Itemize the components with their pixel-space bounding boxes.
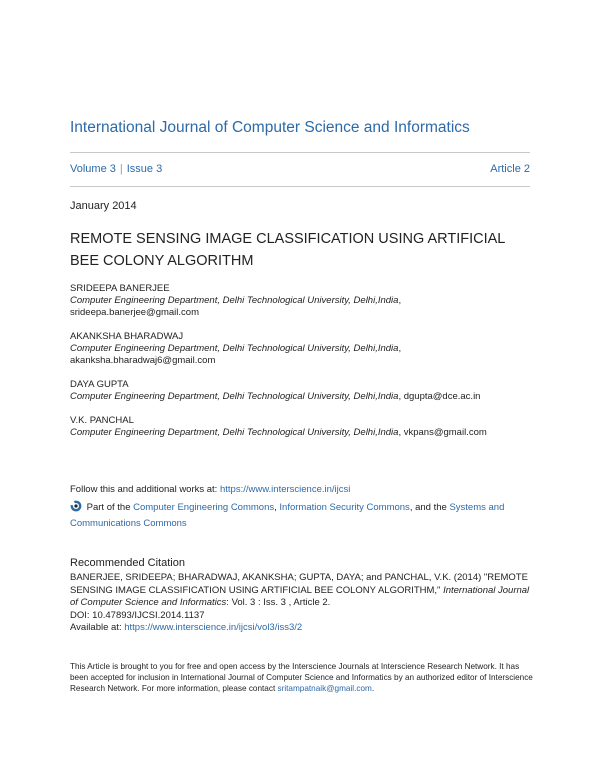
author-affiliation: Computer Engineering Department, Delhi Technological University, Delhi,India [70, 343, 399, 354]
available-label: Available at: [70, 622, 122, 633]
follow-text: Follow this and additional works at: [70, 484, 218, 495]
divider-top [70, 152, 530, 153]
systems-communications-commons-link[interactable]: Systems and Communications Commons [70, 502, 505, 529]
part-of-prefix: Part of the [86, 502, 131, 513]
contact-email-link[interactable]: sritampatnaik@gmail.com [277, 684, 372, 693]
author-affiliation: Computer Engineering Department, Delhi Technological University, Delhi,India [70, 427, 399, 438]
footer-text: This Article is brought to you for free and open access by the Interscience Journals at Interscience Research Network. It has been accepted for inclusion in International Journal of Computer Science and Informatics by an authorized editor of Interscience Research Network. For more information, please contact [70, 662, 533, 693]
available-link[interactable]: https://www.interscience.in/ijcsi/vol3/iss3/2 [124, 622, 303, 633]
recommended-citation-heading: Recommended Citation [70, 557, 185, 569]
author-email: srideepa.banerjee@gmail.com [70, 307, 199, 318]
author-list [70, 283, 540, 451]
information-security-commons-link[interactable]: Information Security Commons [279, 502, 410, 513]
divider-bottom [70, 186, 530, 187]
author-name: SRIDEEPA BANERJEE [70, 283, 170, 294]
citation-volume: : Vol. 3 : Iss. 3 , Article 2. [226, 597, 331, 608]
citation-doi: DOI: 10.47893/IJCSI.2014.1137 [70, 609, 205, 621]
author-affiliation: Computer Engineering Department, Delhi Technological University, Delhi,India [70, 295, 399, 306]
volume-issue-row [70, 163, 530, 175]
network-commons-icon [70, 500, 82, 512]
follow-link[interactable]: https://www.interscience.in/ijcsi [219, 484, 351, 495]
author-block: SRIDEEPA BANERJEE Computer Engineering Department, Delhi Technological University, Delhi,India, srideepa.banerjee@gmail.com [70, 283, 540, 319]
issue-link[interactable]: Issue 3 [126, 163, 163, 175]
follow-line [70, 484, 350, 495]
part-of-line: Part of the Computer Engineering Commons, Information Security Commons, and the Systems and Communications Commons [70, 502, 505, 529]
author-affiliation: Computer Engineering Department, Delhi Technological University, Delhi,India [70, 391, 399, 402]
paper-title: REMOTE SENSING IMAGE CLASSIFICATION USING ARTIFICIAL BEE COLONY ALGORITHM [70, 231, 505, 269]
author-name: AKANKSHA BHARADWAJ [70, 331, 184, 342]
author-block: AKANKSHA BHARADWAJ Computer Engineering Department, Delhi Technological University, Delhi,India, akanksha.bharadwaj6@gmail.com [70, 331, 540, 367]
citation-authors: BANERJEE, SRIDEEPA; BHARADWAJ, AKANKSHA; GUPTA, DAYA; and PANCHAL, V.K. (2014) "REMOTE SENSING IMAGE CLASSIFICATION USING ARTIFICIAL BEE COLONY ALGORITHM," [70, 572, 528, 596]
computer-engineering-commons-link[interactable]: Computer Engineering Commons [133, 502, 275, 513]
volume-link[interactable]: Volume 3 [70, 163, 116, 175]
author-email: vkpans@gmail.com [403, 427, 487, 438]
separator: | [119, 163, 123, 175]
and-the-text: , and the [409, 502, 447, 513]
citation-text [70, 572, 530, 635]
publication-date: January 2014 [70, 200, 137, 212]
author-name: DAYA GUPTA [70, 379, 129, 390]
footer-notice: This Article is brought to you for free and open access by the Interscience Journals at Interscience Research Network. It has been accepted for inclusion in International Journal of Computer Science and Informatics by an authorized editor of Interscience Research Network. For more information, please contact sritampatnaik@gmail.com. [70, 662, 533, 693]
author-name: V.K. PANCHAL [70, 415, 134, 426]
author-email: akanksha.bharadwaj6@gmail.com [70, 355, 216, 366]
article-link[interactable]: Article 2 [490, 163, 530, 175]
author-block: V.K. PANCHAL Computer Engineering Department, Delhi Technological University, Delhi,India, vkpans@gmail.com [70, 415, 540, 439]
citation-journal: International Journal of Computer Science and Informatics [70, 584, 530, 608]
author-email: dgupta@dce.ac.in [403, 391, 481, 402]
author-block: DAYA GUPTA Computer Engineering Department, Delhi Technological University, Delhi,India, dgupta@dce.ac.in [70, 379, 540, 403]
journal-title[interactable]: International Journal of Computer Science and Informatics [70, 119, 470, 136]
